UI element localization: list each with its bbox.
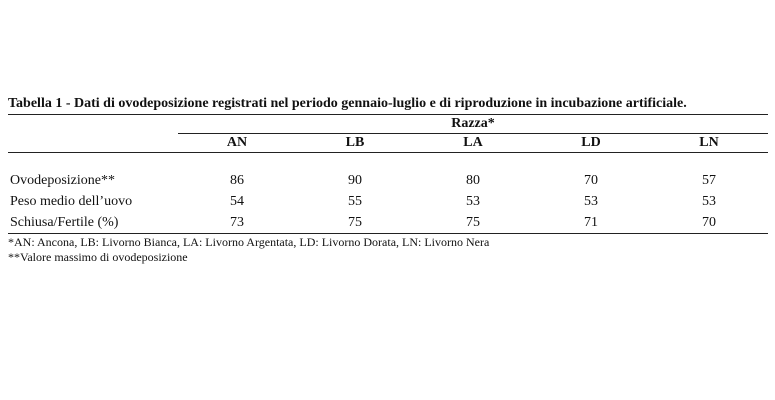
table-cell: 75	[296, 212, 414, 234]
footnotes	[8, 235, 768, 265]
table-caption: Tabella 1 - Dati di ovodeposizione registrati nel periodo gennaio-luglio e di riproduzione in incubazione artificiale.	[8, 96, 687, 111]
data-table	[8, 114, 768, 234]
footnote-max-laying: **Valore massimo di ovodeposizione	[8, 250, 188, 264]
table-cell: 75	[414, 212, 532, 234]
column-header-an: AN	[178, 134, 296, 153]
table-cell: 73	[178, 212, 296, 234]
table-cell: 80	[466, 172, 480, 188]
table-cell: 90	[348, 172, 362, 188]
row-label: Ovodeposizione**	[10, 172, 115, 188]
table-row	[8, 191, 768, 212]
column-header-lb: LB	[296, 134, 414, 153]
table-cell: 54	[230, 193, 244, 209]
table-row	[8, 170, 768, 191]
row-label: Schiusa/Fertile (%)	[8, 212, 178, 234]
column-header-la: LA	[414, 134, 532, 153]
table-cell: 86	[230, 172, 244, 188]
column-header-row	[8, 134, 768, 153]
row-label: Peso medio dell’uovo	[10, 193, 133, 209]
table-cell: 53	[584, 193, 598, 209]
group-header-row	[8, 115, 768, 134]
document	[8, 95, 768, 265]
table-cell: 53	[702, 193, 716, 209]
table-cell: 71	[532, 212, 650, 234]
column-header-ln: LN	[650, 134, 768, 153]
column-header-ld: LD	[532, 134, 650, 153]
table-cell: 57	[702, 172, 716, 188]
razza-group-header: Razza*	[178, 115, 768, 134]
table-cell: 55	[348, 193, 362, 209]
empty-header-cell	[8, 115, 178, 134]
table-row	[8, 212, 768, 234]
footnote-breeds: *AN: Ancona, LB: Livorno Bianca, LA: Livorno Argentata, LD: Livorno Dorata, LN: Livorno Nera	[8, 235, 490, 249]
row-label-header	[8, 134, 178, 153]
table-cell: 53	[466, 193, 480, 209]
table-cell: 70	[650, 212, 768, 234]
table-cell: 70	[584, 172, 598, 188]
